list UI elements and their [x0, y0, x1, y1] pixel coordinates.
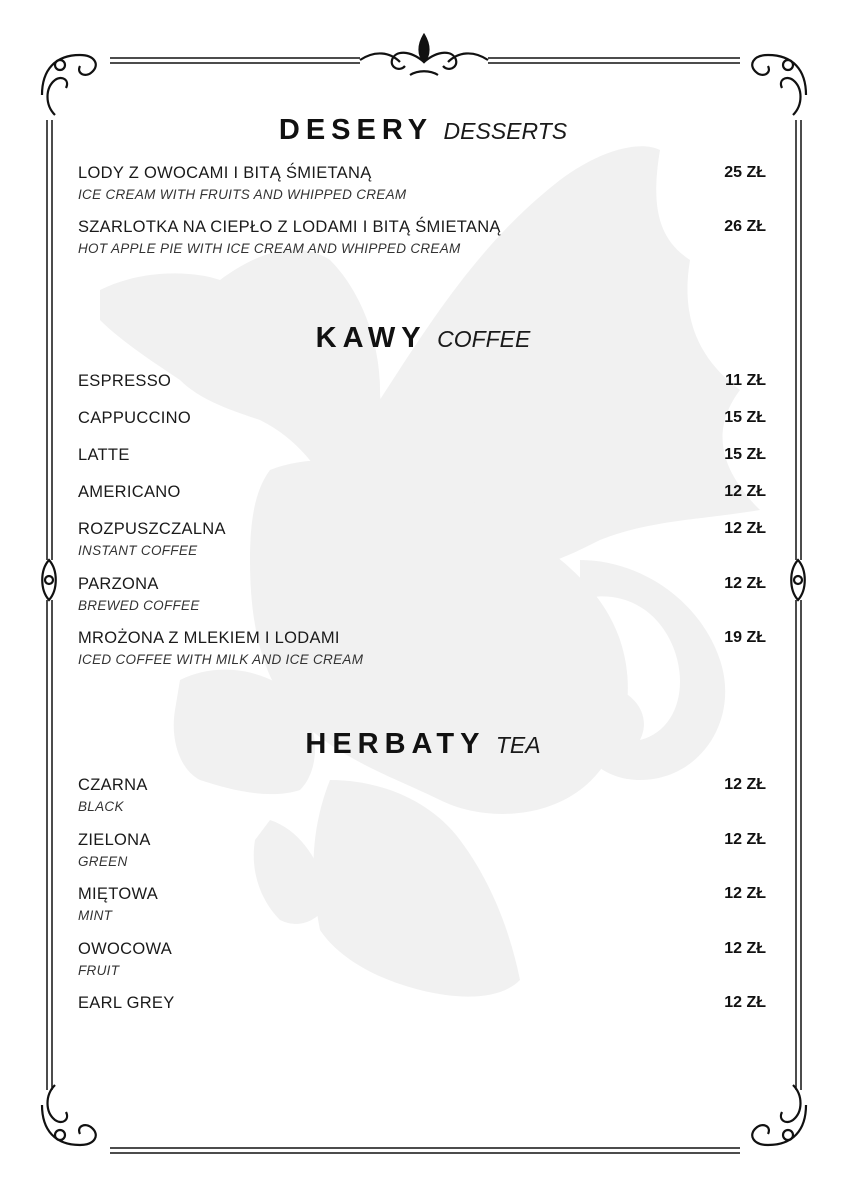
item-name: PARZONA [78, 575, 159, 593]
item-translation: MINT [78, 908, 113, 923]
section-heading-tea [78, 728, 768, 761]
item-name: CAPPUCCINO [78, 409, 192, 427]
item-name: ESPRESSO [78, 372, 172, 390]
item-price: 12 ZŁ [724, 483, 766, 500]
item-translation: ICE CREAM WITH FRUITS AND WHIPPED CREAM [78, 187, 407, 202]
item-name: ROZPUSZCZALNA [78, 520, 226, 538]
section-title-pl: HERBATY [305, 728, 486, 760]
item-name: AMERICANO [78, 483, 181, 501]
item-price: 12 ZŁ [724, 575, 766, 592]
menu-content [78, 0, 768, 1200]
item-translation: GREEN [78, 854, 128, 869]
item-price: 25 ZŁ [724, 164, 766, 181]
item-price: 12 ZŁ [724, 885, 766, 902]
item-name: OWOCOWA [78, 940, 173, 958]
item-price: 15 ZŁ [724, 446, 766, 463]
section-title-en: DESSERTS [443, 118, 568, 144]
item-name: LODY Z OWOCAMI I BITĄ ŚMIETANĄ [78, 164, 372, 182]
item-price: 12 ZŁ [724, 520, 766, 537]
item-name: SZARLOTKA NA CIEPŁO Z LODAMI I BITĄ ŚMIETANĄ [78, 218, 501, 236]
section-title-pl: KAWY [315, 322, 427, 354]
item-name: LATTE [78, 446, 130, 464]
section-heading-desserts [78, 114, 768, 147]
item-price: 12 ZŁ [724, 994, 766, 1011]
item-translation: INSTANT COFFEE [78, 543, 198, 558]
item-price: 12 ZŁ [724, 831, 766, 848]
item-price: 26 ZŁ [724, 218, 766, 235]
item-translation: BREWED COFFEE [78, 598, 200, 613]
item-translation: HOT APPLE PIE WITH ICE CREAM AND WHIPPED CREAM [78, 241, 461, 256]
item-name: ZIELONA [78, 831, 151, 849]
item-price: 19 ZŁ [724, 629, 766, 646]
item-translation: ICED COFFEE WITH MILK AND ICE CREAM [78, 652, 364, 667]
item-price: 11 ZŁ [725, 372, 766, 389]
section-title-pl: DESERY [278, 114, 434, 146]
item-name: CZARNA [78, 776, 148, 794]
item-price: 15 ZŁ [724, 409, 766, 426]
item-translation: FRUIT [78, 963, 120, 978]
item-name: MIĘTOWA [78, 885, 159, 903]
item-price: 12 ZŁ [724, 940, 766, 957]
item-name: EARL GREY [78, 994, 175, 1012]
item-name: MROŻONA Z MLEKIEM I LODAMI [78, 629, 340, 647]
section-title-en: TEA [495, 732, 541, 758]
section-heading-coffee [78, 322, 768, 355]
item-translation: BLACK [78, 799, 124, 814]
section-title-en: COFFEE [437, 326, 531, 352]
item-price: 12 ZŁ [724, 776, 766, 793]
